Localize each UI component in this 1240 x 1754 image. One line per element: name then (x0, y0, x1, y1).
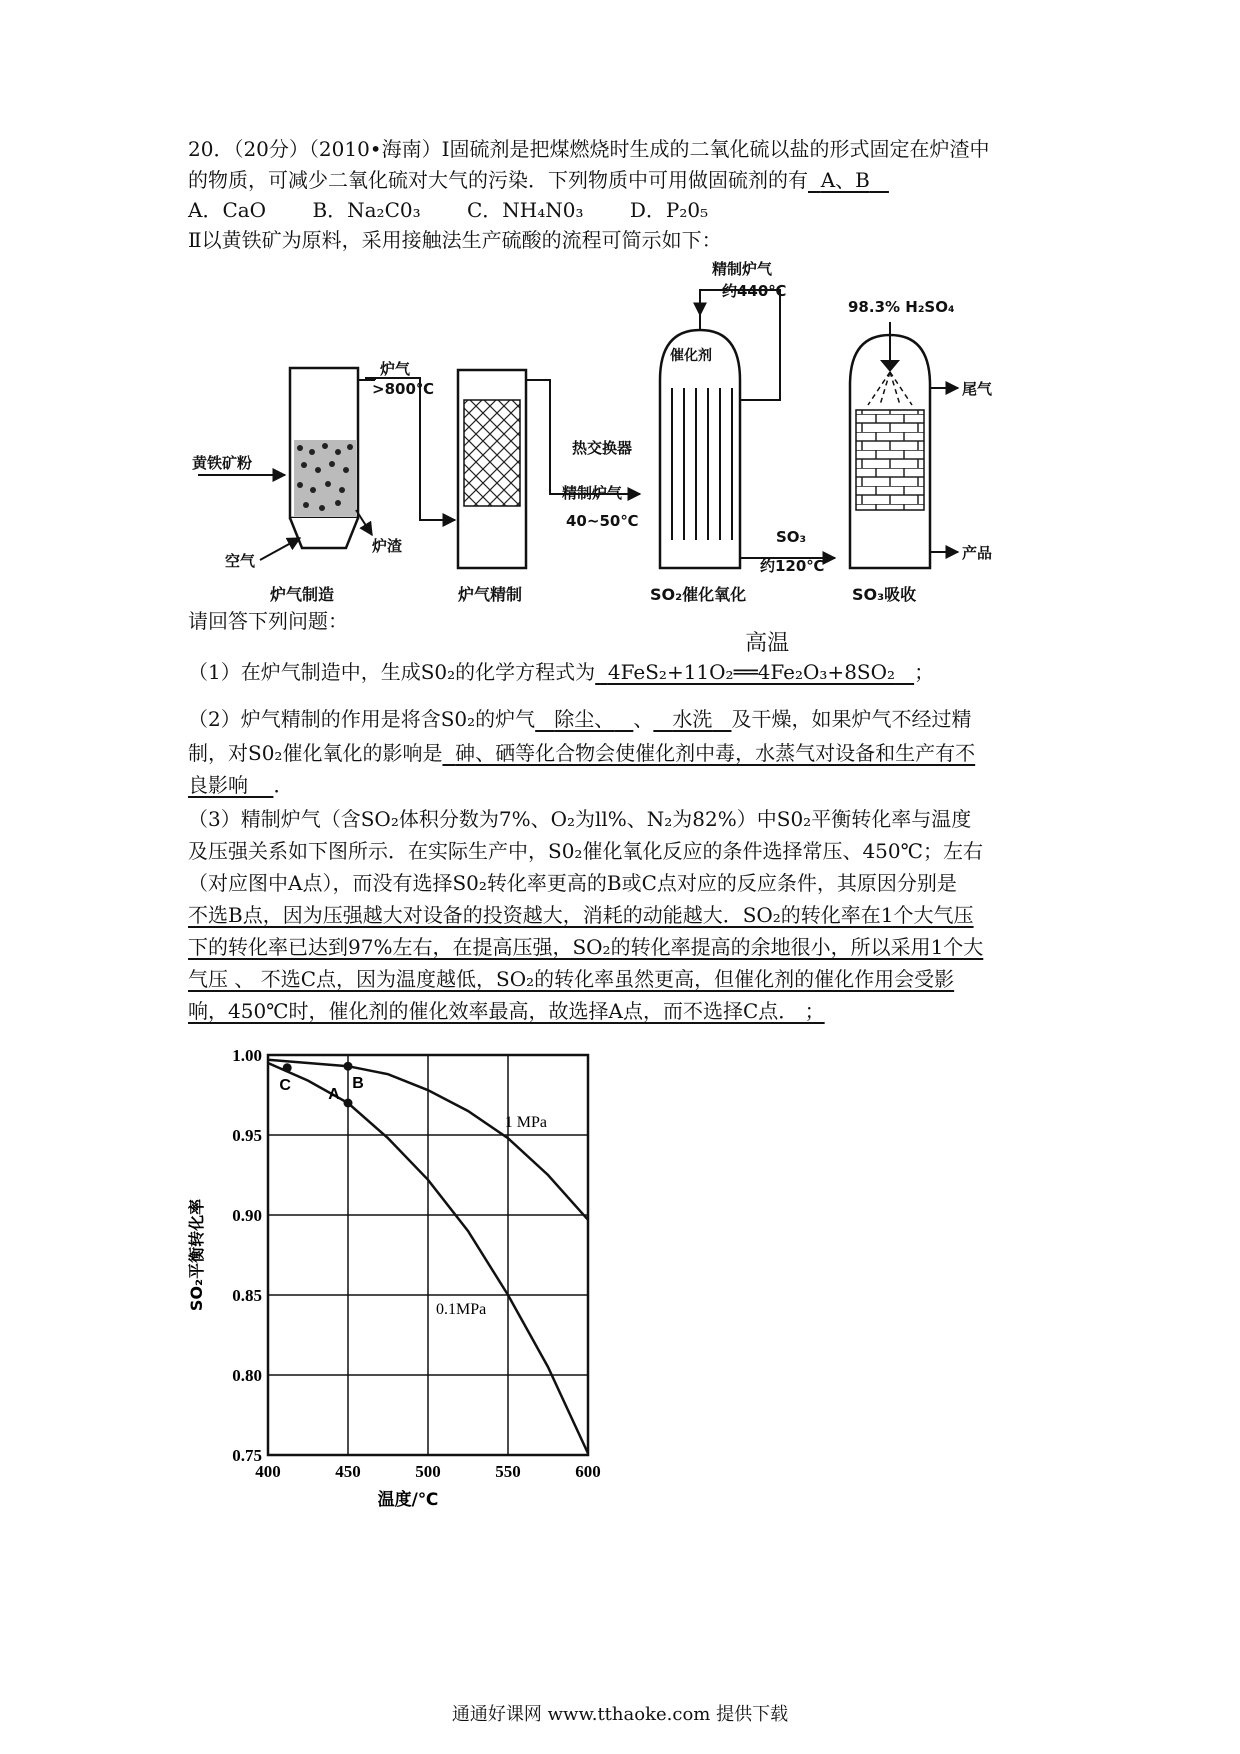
point-label: C (279, 1076, 291, 1094)
q2-line-2 (188, 739, 975, 767)
q3-answer-line-3: 气压 、 不选C点，因为温度越低，SO₂的转化率虽然更高，但催化剂的催化作用会受影 (188, 967, 955, 991)
q2-answer-2: 水洗 (672, 707, 713, 731)
data-point (344, 1062, 353, 1071)
label-temp-40-50: 40~50℃ (566, 512, 639, 530)
prompt: 请回答下列问题： (188, 609, 348, 633)
absorber (850, 322, 958, 568)
q3-line-1: （3）精制炉气（含SO₂体积分数为7%、O₂为ll%、N₂为82%）中S0₂平衡转化率与温度 (188, 807, 972, 831)
stage-label-3: SO₂催化氧化 (650, 585, 747, 604)
label-air: 空气 (225, 552, 256, 570)
answer-1: A、B (820, 168, 870, 192)
q3-answer-line-1: 不选B点，因为压强越大对设备的投资越大，消耗的动能越大．SO₂的转化率在1个大气压 (188, 903, 974, 927)
stage-label-2: 炉气精制 (458, 585, 523, 604)
q2-line-1: （2）炉气精制的作用是将含S0₂的炉气 除尘、 、 水洗 及干燥，如果炉气不经过精 (188, 707, 972, 731)
label-so3: SO₃ (776, 528, 807, 546)
option-c: C．NH₄N0₃ (466, 198, 584, 222)
series-label: 0.1MPa (436, 1301, 487, 1319)
q3-answer-line-4: 响，450℃时，催化剂的催化效率最高，故选择A点，而不选择C点． ； (188, 999, 825, 1023)
label-acid: 98.3% H₂SO₄ (848, 298, 955, 316)
q1-line: （1）在炉气制造中，生成S0₂的化学方程式为 4FeS₂+11O₂══4Fe₂O₃+8SO₂ 高温 ； (188, 631, 935, 684)
option-a: A．CaO (188, 198, 267, 222)
q2-text: （2）炉气精制的作用是将含S0₂的炉气 (188, 707, 536, 731)
label-refined-gas-mid: 精制炉气 (562, 484, 623, 502)
q2-answer-1: 除尘、 (554, 707, 615, 731)
q3-line-2: 及压强关系如下图所示．在实际生产中，S0₂催化氧化反应的条件选择常压、450℃；左右 (188, 839, 983, 863)
question-line-2-text: 的物质，可减少二氧化硫对大气的污染．下列物质中可用做固硫剂的有 (188, 168, 808, 192)
y-tick-label: 0.85 (232, 1286, 262, 1305)
question-header: 20．（20分）（2010•海南）Ⅰ固硫剂是把煤燃烧时生成的二氧化硫以盐的形式固定在炉渣中 (188, 137, 990, 161)
stage-label-1: 炉气制造 (270, 585, 335, 604)
label-pyrite: 黄铁矿粉 (192, 454, 253, 472)
conversion-chart (180, 1040, 620, 1520)
y-tick-label: 0.95 (232, 1126, 262, 1145)
label-furnace-temp: >800℃ (372, 380, 435, 398)
label-product: 产品 (962, 544, 993, 562)
label-temp-120: 约120℃ (760, 557, 825, 575)
question-line-2 (188, 166, 889, 194)
purifier (458, 370, 526, 568)
q1-condition: 高温 (745, 631, 790, 656)
x-tick-label: 450 (335, 1462, 361, 1481)
label-furnace-gas: 炉气 (380, 360, 411, 378)
x-tick-label: 500 (415, 1462, 441, 1481)
label-catalyst: 催化剂 (670, 348, 712, 364)
q1-answer: 4FeS₂+11O₂══4Fe₂O₃+8SO₂ 高温 (607, 631, 896, 684)
stage-label-4: SO₃吸收 (852, 585, 917, 604)
y-tick-label: 1.00 (232, 1046, 262, 1065)
footer: 通通好课网 www.tthaoke.com 提供下载 (451, 1704, 789, 1725)
x-tick-label: 400 (255, 1462, 281, 1481)
y-tick-label: 0.90 (232, 1206, 262, 1225)
label-slag: 炉渣 (372, 537, 403, 555)
x-tick-label: 550 (495, 1462, 521, 1481)
data-point (283, 1063, 292, 1072)
y-axis-label: SO₂平衡转化率 (187, 1198, 206, 1312)
q2-line-3: 良影响 ． (188, 773, 294, 797)
label-refined-gas-top: 精制炉气 (712, 260, 773, 278)
y-tick-label: 0.80 (232, 1366, 262, 1385)
label-tail-gas: 尾气 (962, 380, 993, 398)
point-label: B (352, 1075, 364, 1093)
y-tick-label: 0.75 (232, 1446, 262, 1465)
part2-intro: Ⅱ以黄铁矿为原料，采用接触法生产硫酸的流程可简示如下： (188, 228, 722, 252)
series-label: 1 MPa (504, 1114, 548, 1131)
q3-answer-line-2: 下的转化率已达到97%左右，在提高压强，SO₂的转化率提高的余地很小，所以采用1个大 (188, 935, 984, 959)
q2-line-2-text: 制，对S0₂催化氧化的影响是 (188, 741, 443, 765)
data-point (344, 1099, 353, 1108)
option-b: B．Na₂C0₃ (312, 198, 421, 222)
label-temp-440: 约440℃ (722, 282, 787, 300)
label-heat-exchanger: 热交换器 (572, 439, 633, 457)
q1-text: （1）在炉气制造中，生成S0₂的化学方程式为 (188, 660, 596, 684)
q2-answer-3-cont: 良影响 (188, 773, 248, 797)
option-d: D．P₂0₅ (629, 198, 709, 222)
q2-suffix: 及干燥，如果炉气不经过精 (731, 707, 972, 731)
point-label: A (328, 1086, 340, 1103)
options-row (188, 196, 708, 224)
q3-line-3: （对应图中A点），而没有选择S0₂转化率更高的B或C点对应的反应条件，其原因分别是 (188, 871, 957, 895)
q2-answer-3: 砷、硒等化合物会使催化剂中毒，水蒸气对设备和生产有不 (455, 741, 976, 765)
process-diagram (0, 250, 1240, 610)
x-axis-label: 温度/℃ (377, 1490, 439, 1510)
x-tick-label: 600 (575, 1462, 601, 1481)
